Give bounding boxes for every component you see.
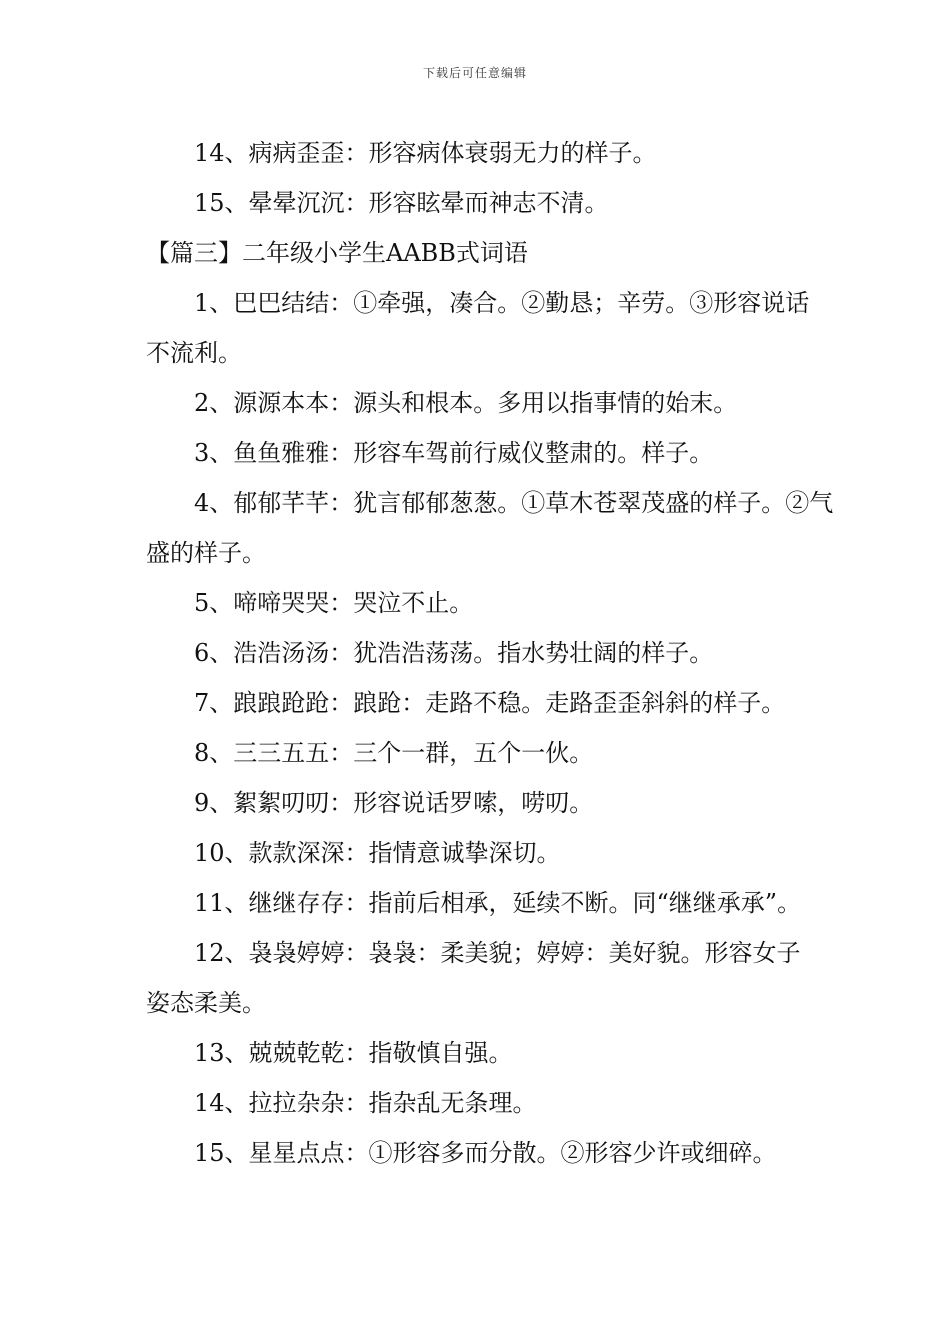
paragraph-17: 15、星星点点：①形容多而分散。②形容少许或细碎。 bbox=[194, 1139, 777, 1167]
paragraph-6: 4、郁郁芊芊：犹言郁郁葱葱。①草木苍翠茂盛的样子。②气盛的样子。 bbox=[146, 489, 834, 567]
paragraph-7: 5、啼啼哭哭：哭泣不止。 bbox=[194, 589, 474, 617]
paragraph-3: 1、巴巴结结：①牵强，凑合。②勤恳；辛劳。③形容说话不流利。 bbox=[146, 289, 810, 367]
paragraph-16: 14、拉拉杂杂：指杂乱无条理。 bbox=[194, 1089, 537, 1117]
paragraph-12: 10、款款深深：指情意诚挚深切。 bbox=[194, 839, 561, 867]
paragraph-15: 13、兢兢乾乾：指敬慎自强。 bbox=[194, 1039, 513, 1067]
paragraph-14: 12、袅袅婷婷：袅袅：柔美貌；婷婷：美好貌。形容女子姿态柔美。 bbox=[146, 939, 801, 1017]
paragraph-9: 7、踉踉跄跄：踉跄：走路不稳。走路歪歪斜斜的样子。 bbox=[194, 689, 786, 717]
page-header: 下载后可任意编辑 bbox=[422, 66, 527, 80]
document-body bbox=[146, 128, 834, 1178]
paragraph-2: 15、晕晕沉沉：形容眩晕而神志不清。 bbox=[194, 189, 609, 217]
paragraph-13: 11、继继存存：指前后相承，延续不断。同“继继承承”。 bbox=[194, 889, 802, 917]
paragraph-8: 6、浩浩汤汤：犹浩浩荡荡。指水势壮阔的样子。 bbox=[194, 639, 714, 667]
paragraph-11: 9、絮絮叨叨：形容说话罗嗦，唠叨。 bbox=[194, 789, 594, 817]
paragraph-5: 3、鱼鱼雅雅：形容车驾前行威仪整肃的。样子。 bbox=[194, 439, 714, 467]
paragraph-10: 8、三三五五：三个一群，五个一伙。 bbox=[194, 739, 594, 767]
paragraph-1: 14、病病歪歪：形容病体衰弱无力的样子。 bbox=[194, 139, 657, 167]
section-heading: 【篇三】二年级小学生AABB式词语 bbox=[146, 239, 528, 267]
paragraph-4: 2、源源本本：源头和根本。多用以指事情的始末。 bbox=[194, 389, 738, 417]
